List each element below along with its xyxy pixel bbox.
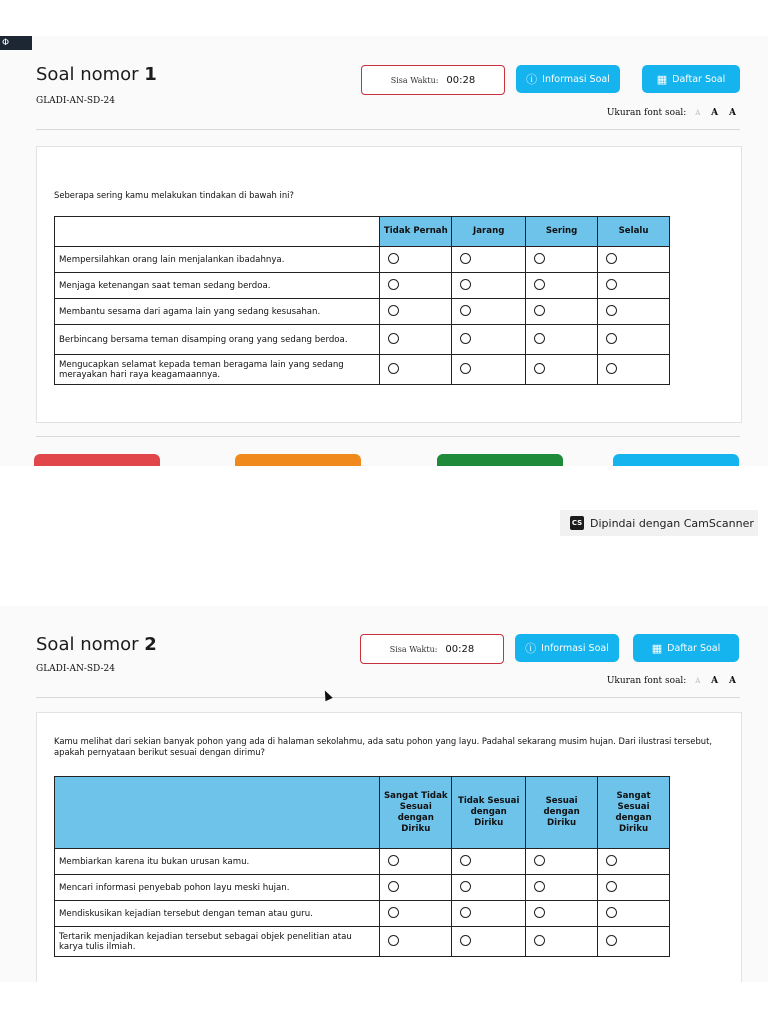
table-header-empty (55, 777, 380, 849)
table-header-row (55, 217, 670, 247)
font-size-label: Ukuran font soal: (606, 676, 687, 686)
radio-option[interactable] (388, 305, 399, 316)
timer-value: 00:28 (445, 643, 475, 655)
radio-option[interactable] (460, 305, 471, 316)
radio-option[interactable] (460, 363, 471, 374)
question-text: Kamu melihat dari sekian banyak pohon yang ada di halaman sekolahmu, ada satu pohon yang layu. Padahal sekarang musim hujan. Dari ilustrasi tersebut, apakah pernyataan berikut sesuai dengan dirimu? (54, 736, 713, 757)
radio-option[interactable] (388, 279, 399, 290)
timer-label: Sisa Waktu: (390, 75, 439, 85)
radio-option[interactable] (606, 253, 617, 264)
radio-option[interactable] (534, 305, 545, 316)
table-row (55, 299, 670, 325)
doubtful-button[interactable] (235, 454, 361, 466)
column-header: Sangat Sesuai dengan Diriku (598, 777, 670, 849)
radio-option[interactable] (388, 907, 399, 918)
font-small-button[interactable]: A (695, 109, 701, 117)
column-header: Selalu (598, 217, 670, 247)
radio-option[interactable] (460, 881, 471, 892)
radio-option[interactable] (460, 935, 471, 946)
info-button-label: Informasi Soal (542, 73, 610, 85)
question-list-button-label: Daftar Soal (672, 73, 726, 85)
radio-option[interactable] (534, 363, 545, 374)
question-number: 2 (144, 634, 157, 655)
radio-option[interactable] (606, 363, 617, 374)
radio-option[interactable] (534, 253, 545, 264)
statement-text: Menjaga ketenangan saat teman sedang berdoa. (55, 273, 380, 299)
statement-text: Mengucapkan selamat kepada teman beragama lain yang sedang merayakan hari raya keagamaannya. (55, 355, 380, 385)
column-header: Jarang (452, 217, 526, 247)
radio-option[interactable] (534, 881, 545, 892)
statement-text: Membantu sesama dari agama lain yang sedang kesusahan. (55, 299, 380, 325)
radio-option[interactable] (388, 855, 399, 866)
table-row (55, 325, 670, 355)
corner-glyph: Φ (0, 36, 32, 50)
page-title (36, 64, 157, 85)
question-number: 1 (144, 64, 157, 85)
column-header: Sesuai dengan Diriku (526, 777, 598, 849)
radio-option[interactable] (606, 305, 617, 316)
radio-option[interactable] (534, 855, 545, 866)
answer-table (54, 776, 670, 957)
camscanner-text: Dipindai dengan CamScanner (590, 516, 754, 530)
column-header: Tidak Sesuai dengan Diriku (452, 777, 526, 849)
exam-code: GLADI-AN-SD-24 (36, 664, 115, 674)
info-icon: ⓘ (526, 73, 538, 86)
title-prefix: Soal nomor (36, 634, 139, 655)
radio-option[interactable] (534, 907, 545, 918)
timer-value: 00:28 (446, 74, 476, 86)
timer-box (360, 634, 504, 664)
font-medium-button[interactable]: A (711, 676, 719, 686)
info-button[interactable] (516, 65, 620, 93)
table-header-row (55, 777, 670, 849)
radio-option[interactable] (460, 907, 471, 918)
previous-question-button[interactable] (34, 454, 160, 466)
table-row (55, 875, 670, 901)
table-row (55, 273, 670, 299)
question-list-button-label: Daftar Soal (667, 642, 721, 654)
radio-option[interactable] (534, 935, 545, 946)
info-icon: ⓘ (525, 642, 537, 655)
column-header: Sangat Tidak Sesuai dengan Diriku (380, 777, 452, 849)
statement-text: Mencari informasi penyebab pohon layu meski hujan. (55, 875, 380, 901)
radio-option[interactable] (534, 279, 545, 290)
statement-text: Berbincang bersama teman disamping orang yang sedang berdoa. (55, 325, 380, 355)
grid-icon: ▦ (656, 72, 668, 86)
info-button[interactable] (515, 634, 619, 662)
table-row (55, 927, 670, 957)
camscanner-watermark (560, 510, 758, 536)
exam-code: GLADI-AN-SD-24 (36, 96, 115, 106)
font-large-button[interactable]: A (729, 108, 736, 118)
column-header: Tidak Pernah (380, 217, 452, 247)
camscanner-logo: CS (570, 516, 584, 530)
font-size-control (607, 108, 736, 118)
question-list-button[interactable] (642, 65, 740, 93)
table-header-empty (55, 217, 380, 247)
radio-option[interactable] (388, 253, 399, 264)
page-title (36, 634, 157, 655)
save-button[interactable] (437, 454, 563, 466)
radio-option[interactable] (388, 881, 399, 892)
radio-option[interactable] (460, 253, 471, 264)
radio-option[interactable] (606, 907, 617, 918)
info-button-label: Informasi Soal (541, 642, 609, 654)
radio-option[interactable] (534, 333, 545, 344)
divider (36, 129, 740, 130)
question-panel-2 (0, 606, 768, 982)
statement-text: Tertarik menjadikan kejadian tersebut sebagai objek penelitian atau karya tulis ilmiah. (55, 927, 380, 957)
question-panel-1 (0, 36, 768, 466)
radio-option[interactable] (388, 935, 399, 946)
radio-option[interactable] (460, 333, 471, 344)
font-size-label: Ukuran font soal: (606, 108, 687, 118)
radio-option[interactable] (606, 279, 617, 290)
radio-option[interactable] (460, 855, 471, 866)
table-row (55, 355, 670, 385)
statement-text: Membiarkan karena itu bukan urusan kamu. (55, 849, 380, 875)
table-row (55, 849, 670, 875)
statement-text: Mempersilahkan orang lain menjalankan ibadahnya. (55, 247, 380, 273)
table-row (55, 247, 670, 273)
statement-text: Mendiskusikan kejadian tersebut dengan teman atau guru. (55, 901, 380, 927)
question-text: Seberapa sering kamu melakukan tindakan di bawah ini? (54, 190, 294, 200)
radio-option[interactable] (388, 333, 399, 344)
divider (36, 436, 740, 437)
timer-box (361, 65, 505, 95)
radio-option[interactable] (460, 279, 471, 290)
font-medium-button[interactable]: A (711, 108, 719, 118)
grid-icon: ▦ (651, 641, 663, 655)
column-header: Sering (526, 217, 598, 247)
radio-option[interactable] (606, 935, 617, 946)
font-large-button[interactable]: A (729, 676, 736, 686)
font-size-control (607, 676, 736, 686)
radio-option[interactable] (388, 363, 399, 374)
font-small-button[interactable]: A (695, 677, 701, 685)
table-row (55, 901, 670, 927)
answer-table (54, 216, 670, 385)
question-list-button[interactable] (633, 634, 739, 662)
radio-option[interactable] (606, 881, 617, 892)
timer-label: Sisa Waktu: (389, 644, 438, 654)
divider (36, 697, 740, 698)
title-prefix: Soal nomor (36, 64, 139, 85)
radio-option[interactable] (606, 855, 617, 866)
next-question-button[interactable] (613, 454, 739, 466)
radio-option[interactable] (606, 333, 617, 344)
